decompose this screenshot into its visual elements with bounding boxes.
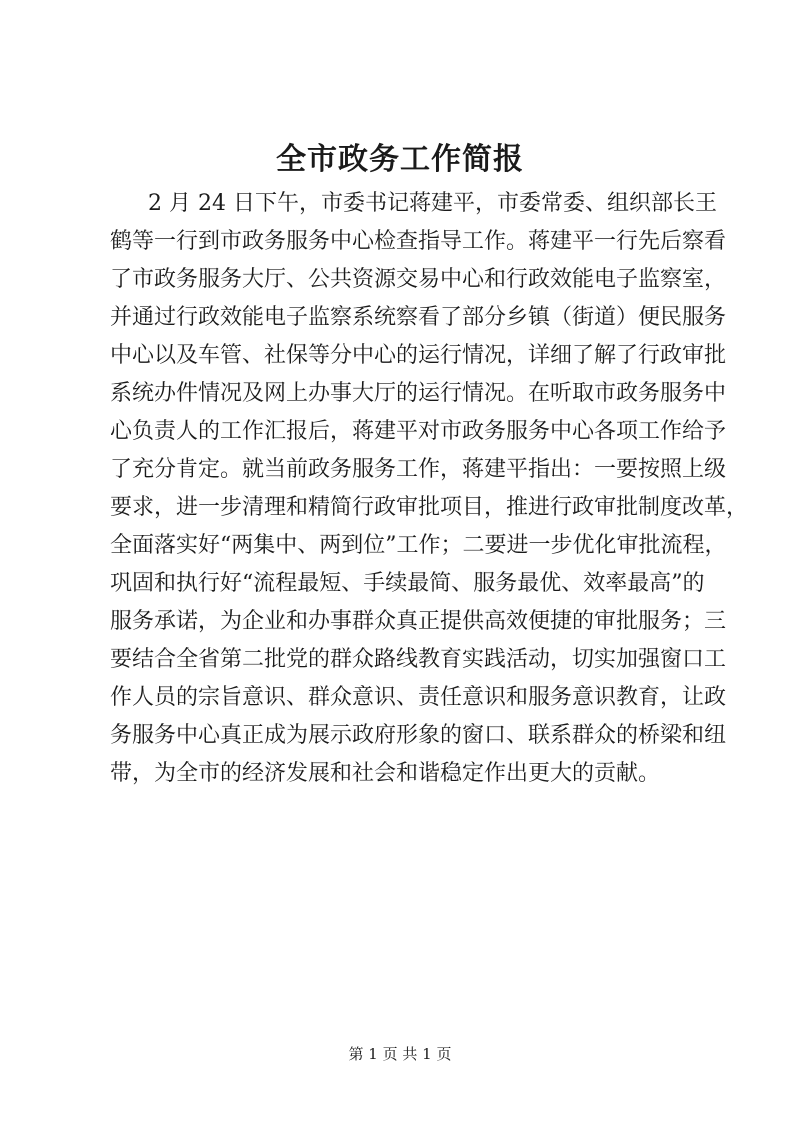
document-title: 全市政务工作简报 [276, 142, 524, 177]
body-line: 作人员的宗旨意识、群众意识、责任意识和服务意识教育，让政 [110, 685, 727, 710]
body-line: 2 月 24 日下午，市委书记蒋建平，市委常委、组织部长王 [148, 191, 717, 216]
body-line: 系统办件情况及网上办事大厅的运行情况。在听取市政务服务中 [110, 381, 727, 406]
document-body [110, 185, 749, 793]
body-line: 务服务中心真正成为展示政府形象的窗口、联系群众的桥梁和纽 [110, 723, 727, 748]
body-line: 鹤等一行到市政务服务中心检查指导工作。蒋建平一行先后察看 [110, 229, 727, 254]
body-line: 了充分肯定。就当前政务服务工作，蒋建平指出：一要按照上级 [110, 457, 727, 482]
body-line: 心负责人的工作汇报后，蒋建平对市政务服务中心各项工作给予 [110, 419, 727, 444]
body-line: 了市政务服务大厅、公共资源交易中心和行政效能电子监察室， [110, 267, 727, 292]
body-line: 中心以及车管、社保等分中心的运行情况，详细了解了行政审批 [110, 343, 727, 368]
body-line: 带，为全市的经济发展和社会和谐稳定作出更大的贡献。 [110, 761, 661, 786]
body-line: 要求，进一步清理和精简行政审批项目，推进行政审批制度改革， [110, 495, 749, 520]
body-line: 服务承诺，为企业和办事群众真正提供高效便捷的审批服务；三 [110, 609, 727, 634]
body-line: 全面落实好“两集中、两到位”工作；二要进一步优化审批流程， [110, 533, 727, 558]
page-footer: 第 1 页 共 1 页 [348, 1045, 452, 1063]
body-line: 要结合全省第二批党的群众路线教育实践活动，切实加强窗口工 [110, 647, 727, 672]
body-line: 巩固和执行好“流程最短、手续最简、服务最优、效率最高”的 [110, 571, 705, 596]
body-line: 并通过行政效能电子监察系统察看了部分乡镇（街道）便民服务 [110, 305, 727, 330]
